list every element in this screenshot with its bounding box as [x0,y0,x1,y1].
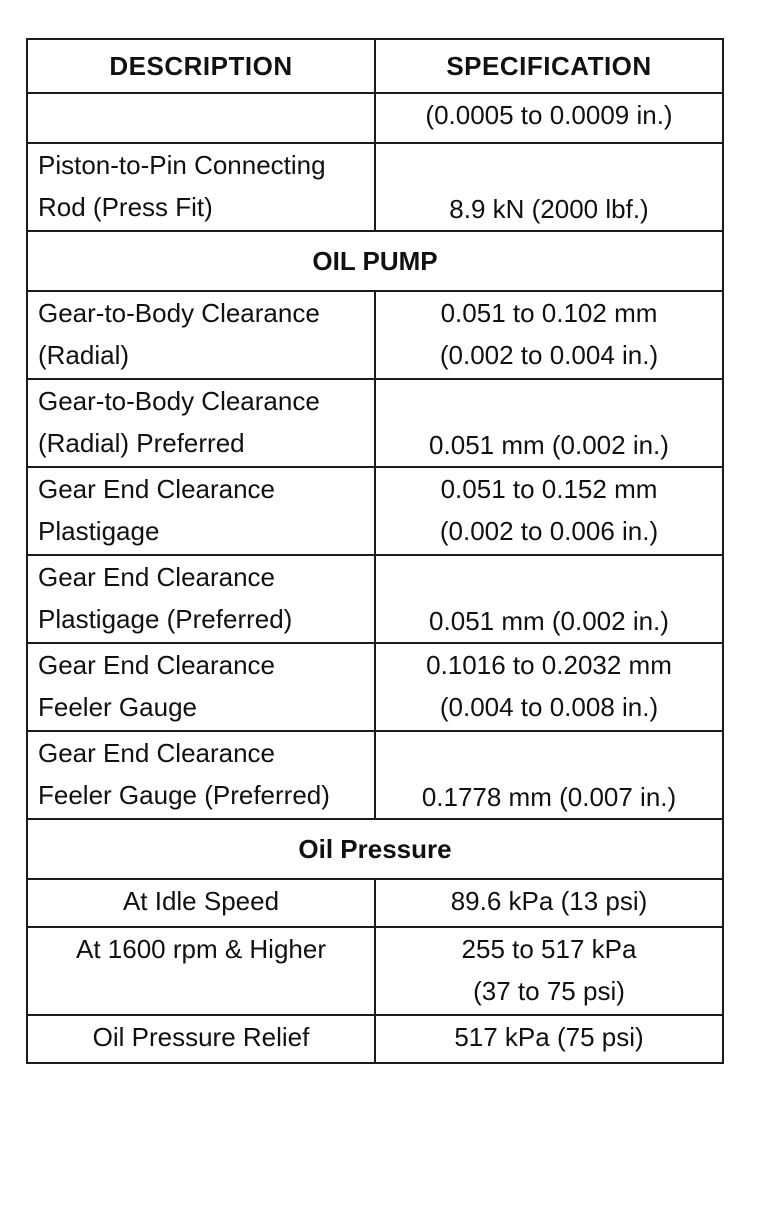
table-row [27,291,723,379]
description-text: Plastigage [38,516,160,546]
description-text: Gear End Clearance [38,650,276,680]
description-cell [27,879,375,927]
specification-cell [375,93,723,143]
specification-cell [375,143,723,231]
specification-cell [375,731,723,819]
table-row [27,879,723,927]
description-text: Gear-to-Body Clearance [38,386,320,416]
table-row [27,143,723,231]
section-row-oil-pressure [27,819,723,879]
specification-text: (0.004 to 0.008 in.) [439,692,659,722]
description-text: Gear-to-Body Clearance [38,298,320,328]
specification-cell [375,1015,723,1063]
table-row [27,93,723,143]
description-text: Gear End Clearance [38,562,276,592]
description-text: (Radial) [38,340,130,370]
specification-cell [375,291,723,379]
description-cell [27,731,375,819]
description-cell [27,291,375,379]
table-row [27,467,723,555]
description-cell [27,1015,375,1063]
specification-text: 0.051 mm (0.002 in.) [429,430,669,460]
description-cell [27,927,375,1015]
table-row [27,731,723,819]
specification-text: 89.6 kPa (13 psi) [450,886,648,916]
specification-text: 0.1778 mm (0.007 in.) [421,782,677,812]
column-header-description: DESCRIPTION [27,39,375,93]
section-row-oil-pump [27,231,723,291]
table-row [27,555,723,643]
specification-text: 0.051 to 0.152 mm [440,474,658,504]
description-cell [27,467,375,555]
specification-cell [375,879,723,927]
table-row [27,927,723,1015]
description-cell [27,643,375,731]
specification-text: (0.002 to 0.004 in.) [439,340,659,370]
description-text: Gear End Clearance [38,474,276,504]
specification-text: (0.002 to 0.006 in.) [439,516,659,546]
description-cell [27,143,375,231]
specification-text: 517 kPa (75 psi) [454,1022,644,1052]
specification-table [26,38,724,1064]
specification-text: 8.9 kN (2000 lbf.) [449,194,649,224]
specification-text: 0.051 mm (0.002 in.) [429,606,669,636]
table-header-row [27,39,723,93]
description-cell [27,93,375,143]
table-row [27,643,723,731]
specification-cell [375,467,723,555]
table-row [27,379,723,467]
description-text: Oil Pressure Relief [92,1022,310,1052]
specification-text: 255 to 517 kPa [461,934,637,964]
description-text: Feeler Gauge (Preferred) [38,780,330,810]
specification-cell [375,555,723,643]
specification-text: (0.0005 to 0.0009 in.) [425,100,673,130]
specification-text: 0.051 to 0.102 mm [440,298,658,328]
specification-cell [375,379,723,467]
description-text: (Radial) Preferred [38,428,245,458]
specification-cell [375,643,723,731]
description-text: Feeler Gauge [38,692,197,722]
specification-text: (37 to 75 psi) [473,976,625,1006]
specification-text: 0.1016 to 0.2032 mm [426,650,672,680]
section-title: OIL PUMP [27,231,723,291]
column-header-specification: SPECIFICATION [375,39,723,93]
description-cell [27,555,375,643]
description-text: At Idle Speed [122,886,280,916]
description-text: Plastigage (Preferred) [38,604,293,634]
table-row [27,1015,723,1063]
specification-cell [375,927,723,1015]
description-text: Gear End Clearance [38,738,276,768]
section-title: Oil Pressure [27,819,723,879]
description-text: At 1600 rpm & Higher [75,934,326,964]
description-cell [27,379,375,467]
description-text: Piston-to-Pin Connecting [38,150,326,180]
description-text: Rod (Press Fit) [38,192,213,222]
